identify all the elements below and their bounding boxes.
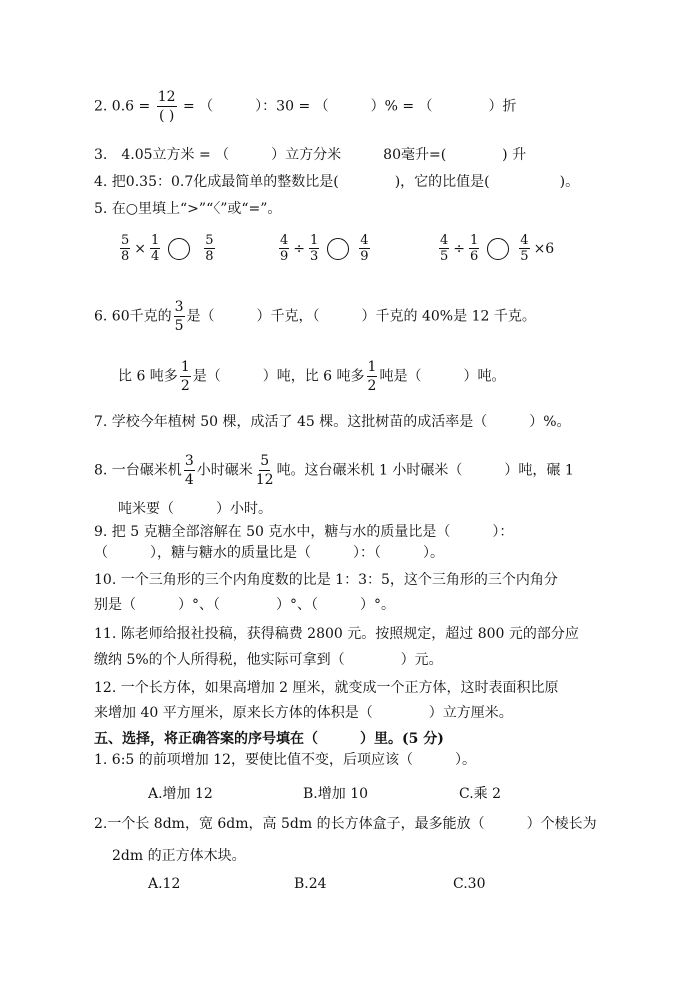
q5-2-op: ÷ [293,240,306,257]
q5-3-a-num: 4 [440,233,449,248]
q6b-prefix: 比 6 吨多 [118,368,178,385]
question-3: 3. 4.05立方米 = （ ）立方分米 80毫升=( ) 升 [94,147,527,163]
q5-2-frac-a [279,233,289,264]
q6b-end: 吨是（ ）吨。 [379,368,506,385]
q5-item-2 [277,233,372,264]
choice-question-1: 1. 6:5 的前项增加 12，要使比值不变，后项应该（ ）。 [94,752,477,768]
q5-2-b-num: 1 [310,233,319,248]
question-2 [94,88,517,125]
q6b-den-1: 2 [180,378,190,394]
q6b-num-2: 1 [367,359,377,375]
question-5: 5. 在○里填上“>”“〈”或“=”。 [94,201,282,217]
c2-option-a[interactable]: A.12 [148,876,181,892]
q8-fraction-2 [255,452,275,489]
q6-rest: 是（ ）千克，（ ）千克的 40%是 12 千克。 [186,308,536,325]
question-11a: 11. 陈老师给报社投稿，获得稿费 2800 元。按照规定，超过 800 元的部分应 [94,626,579,642]
q5-3-frac-a [439,233,449,264]
q6b-num-1: 1 [180,359,190,375]
question-8b: 吨米要（ ）小时。 [118,501,272,517]
q5-2-c-den: 9 [360,249,369,264]
choice-question-2a: 2.一个长 8dm，宽 6dm，高 5dm 的长方体盒子，最多能放（ ）个棱长为 [94,816,597,832]
q5-3-c-den: 5 [520,249,529,264]
q6-denominator: 5 [174,318,184,334]
q5-1-b-num: 1 [151,233,160,248]
q8-den-1: 4 [184,472,194,488]
q5-1-answer-circle[interactable] [168,238,190,260]
q8-num-1: 3 [184,453,194,469]
q5-2-frac-b [309,233,319,264]
q5-1-frac-a [120,233,130,264]
q5-1-frac-c [204,233,214,264]
q6-numerator: 3 [174,299,184,315]
q5-3-answer-circle[interactable] [487,238,509,260]
q5-1-op: × [134,240,147,257]
q6-fraction [174,298,185,335]
question-11b: 缴纳 5%的个人所得税，他实际可拿到（ ）元。 [94,652,443,668]
question-9a: 9. 把 5 克糖全部溶解在 50 克水中，糖与水的质量比是（ ）： [94,524,514,540]
section-5-heading: 五、选择，将正确答案的序号填在（ ）里。(5 分) [94,731,444,747]
c1-option-a[interactable]: A.增加 12 [148,786,213,802]
question-10a: 10. 一个三角形的三个内角度数的比是 1：3：5，这个三角形的三个内角分 [94,572,558,588]
q5-1-c-num: 5 [205,233,214,248]
q2-denominator: ( ) [158,108,175,124]
question-6 [94,298,536,335]
q5-item-3 [437,233,554,264]
q2-fraction [157,88,177,125]
c1-option-b[interactable]: B.增加 10 [303,786,369,802]
question-6b [118,358,505,395]
question-8 [94,452,574,489]
q5-3-b-den: 6 [470,249,479,264]
q5-2-c-num: 4 [360,233,369,248]
c2-option-b[interactable]: B.24 [294,876,327,892]
q5-1-frac-b [150,233,160,264]
q6b-fraction-2 [367,358,378,395]
q5-2-a-num: 4 [280,233,289,248]
q5-item-1 [118,233,217,264]
q5-3-b-num: 1 [470,233,479,248]
q5-3-frac-c [519,233,529,264]
q5-1-a-den: 8 [121,249,130,264]
q8-num-2: 5 [260,453,270,469]
q6-prefix: 6. 60千克的 [94,308,172,325]
q5-2-answer-circle[interactable] [327,238,349,260]
q5-1-b-den: 4 [151,249,160,264]
q2-prefix: 2. 0.6 = [94,98,151,115]
question-9b: （ ），糖与糖水的质量比是（ ）：（ ）。 [94,545,444,561]
question-7: 7. 学校今年植树 50 棵，成活了 45 棵。这批树苗的成活率是（ ）%。 [94,414,571,430]
q8-den-2: 12 [255,472,274,488]
q5-1-a-num: 5 [121,233,130,248]
q2-numerator: 12 [157,89,176,105]
q8-end: 吨。这台碾米机 1 小时碾米（ ）吨，碾 1 [276,462,574,479]
q5-2-a-den: 9 [280,249,289,264]
q5-2-frac-c [359,233,369,264]
q5-3-c-num: 4 [520,233,529,248]
q6b-middle: 是（ ）吨，比 6 吨多 [192,368,365,385]
q8-middle: 小时碾米 [196,462,253,479]
question-10b: 别是（ ）°、（ ）°、（ ）°。 [94,597,395,613]
q8-prefix: 8. 一台碾米机 [94,462,182,479]
q5-2-b-den: 3 [310,249,319,264]
q5-1-c-den: 8 [205,249,214,264]
q5-3-op: ÷ [453,240,466,257]
question-12b: 来增加 40 平方厘米，原来长方体的体积是（ ）立方厘米。 [94,705,513,721]
q8-fraction-1 [184,452,195,489]
q5-3-a-den: 5 [440,249,449,264]
question-12a: 12. 一个长方体，如果高增加 2 厘米，就变成一个正方体，这时表面积比原 [94,680,559,696]
q5-3-tail: ×6 [533,240,555,257]
choice-question-2b: 2dm 的正方体木块。 [112,848,246,864]
q6b-den-2: 2 [367,378,377,394]
q5-3-frac-b [469,233,479,264]
c1-option-c[interactable]: C.乘 2 [459,786,502,802]
q2-rest: = （ ）：30 = （ ）% = （ ）折 [183,98,517,115]
question-4: 4. 把0.35：0.7化成最简单的整数比是( )，它的比值是( )。 [94,174,580,190]
q6b-fraction-1 [180,358,191,395]
c2-option-c[interactable]: C.30 [453,876,486,892]
